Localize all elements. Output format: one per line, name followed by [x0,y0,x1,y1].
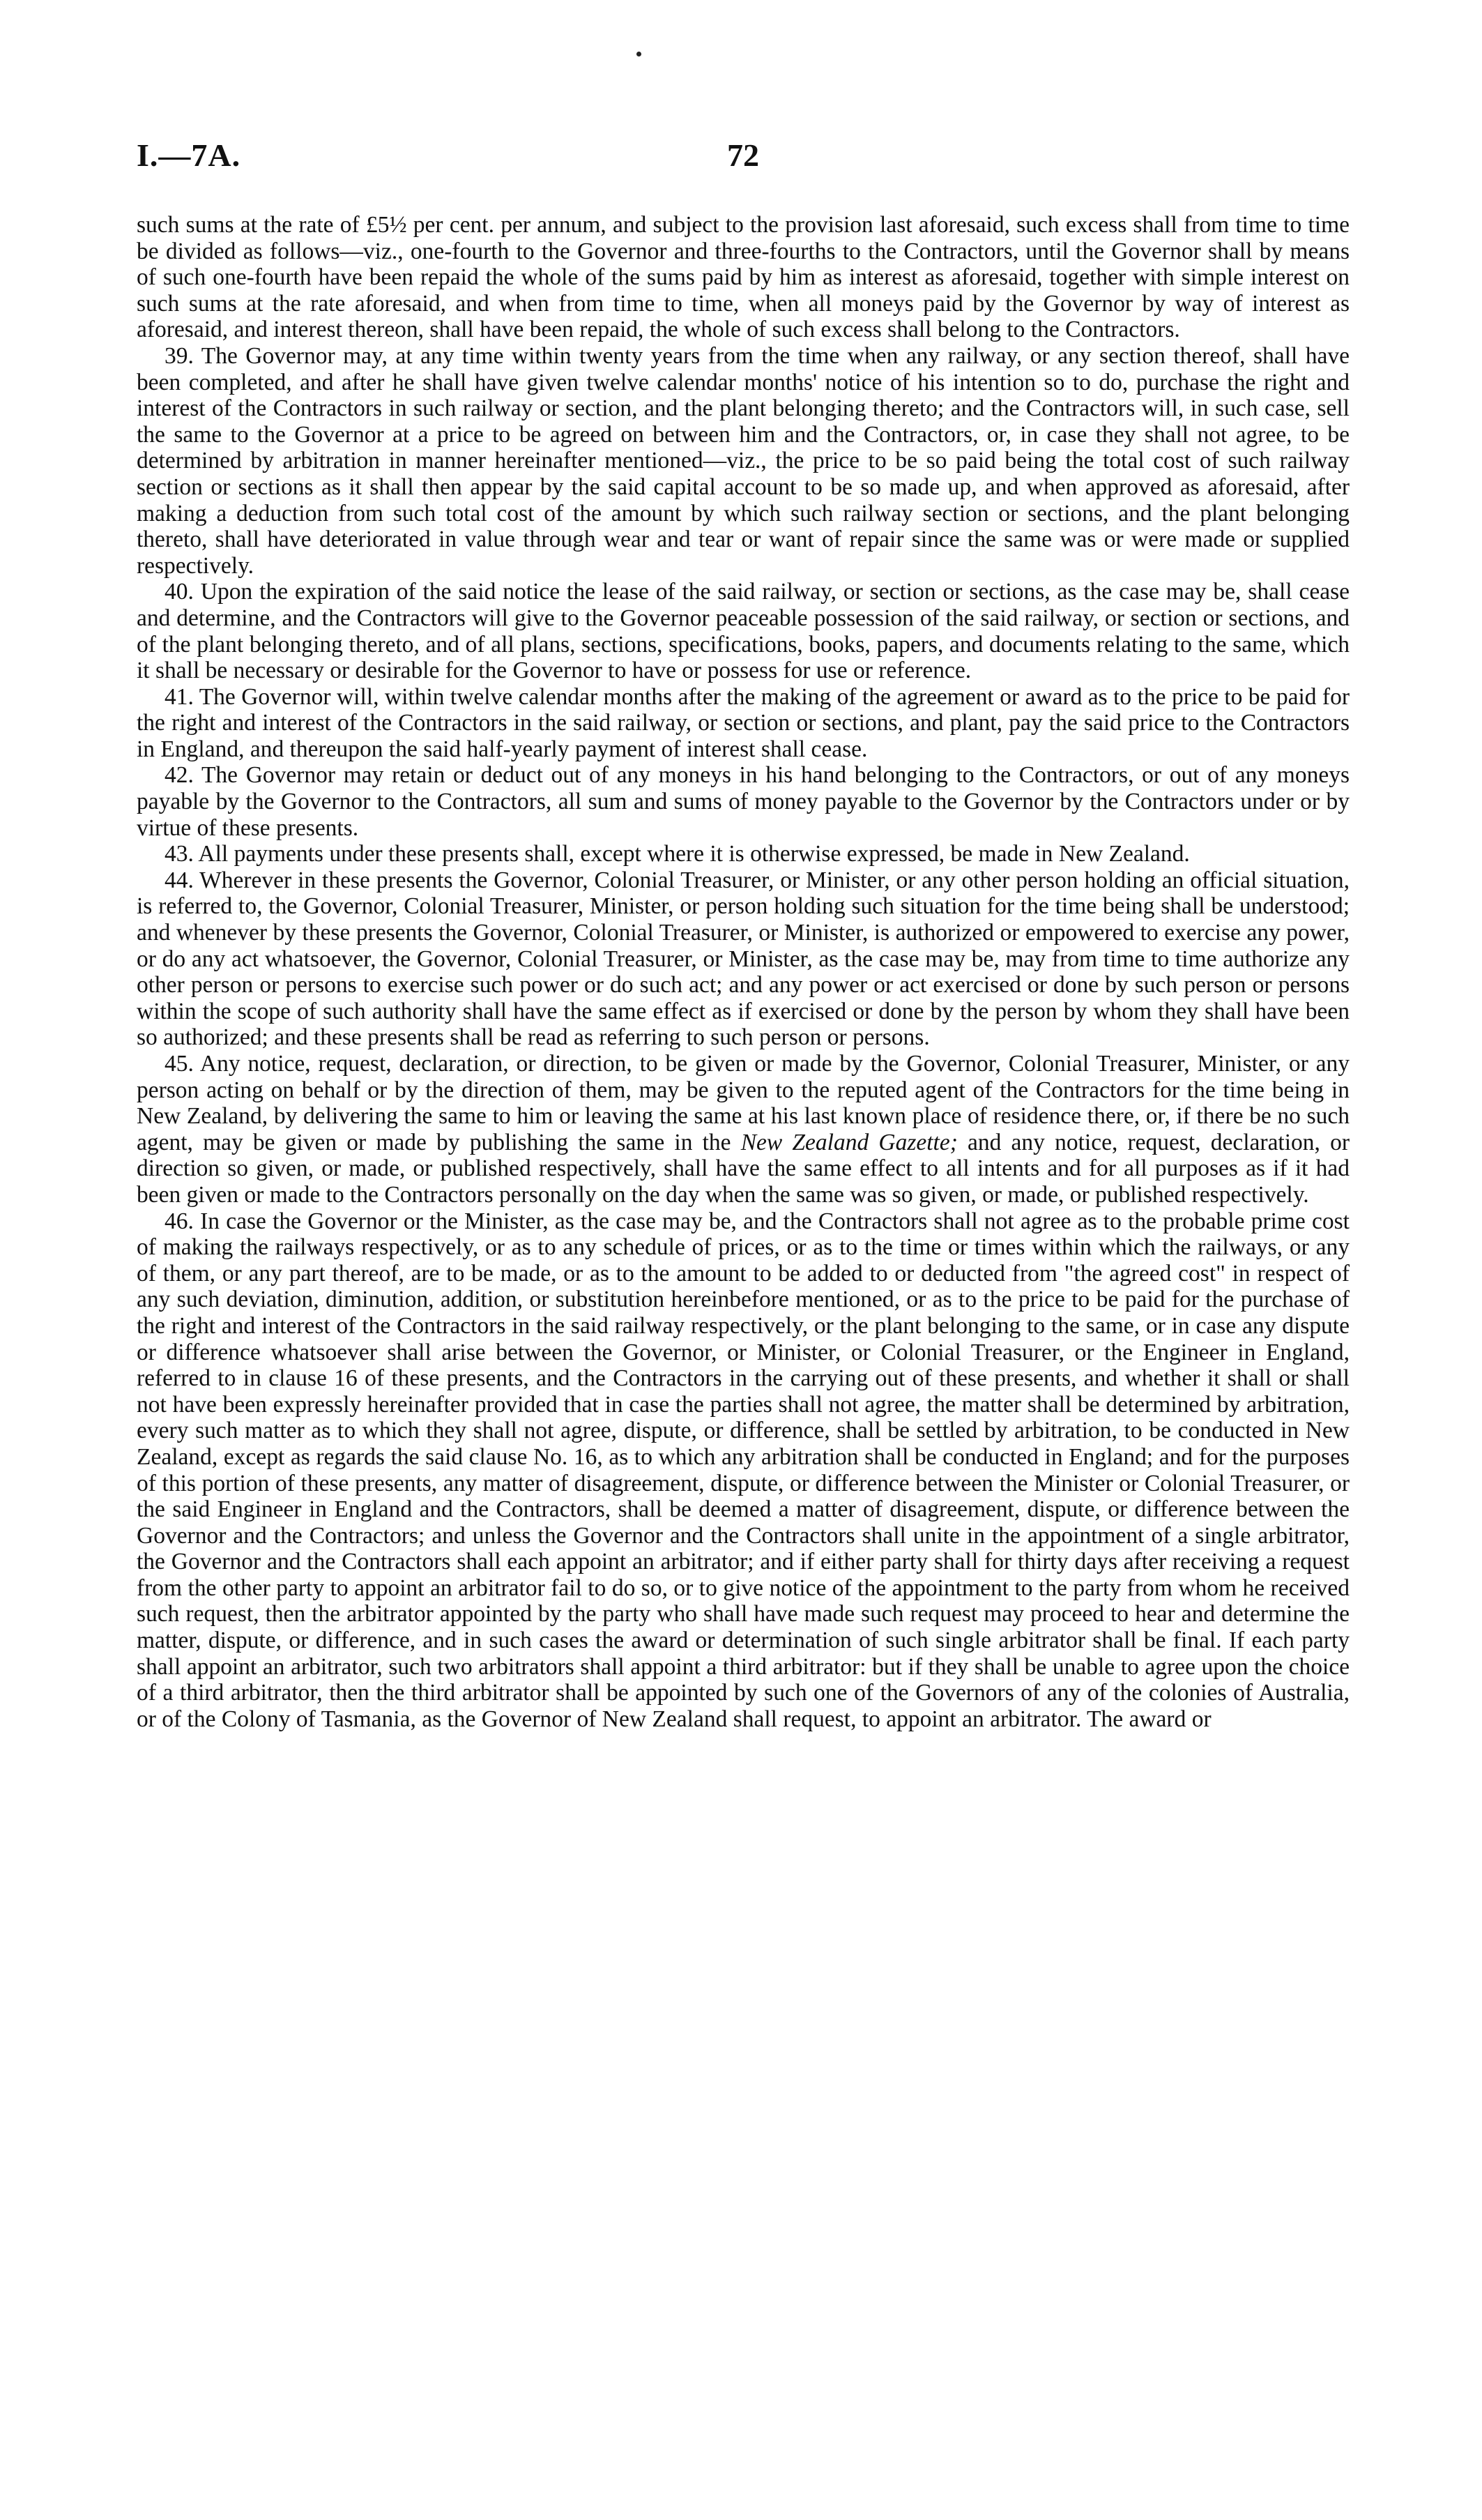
clause-44: 44. Wherever in these presents the Governor, Colonial Treasurer, or Minister, or any other person holding an official situation, is referred to, the Governor, Colonial Treasurer, Minister, or person holding such situation for the time being shall be understood; and whenever by these presents the Governor, Colonial Treasurer, or Minister, is authorized or empowered to exercise any power, or do any act whatsoever, the Governor, Colonial Treasurer, or Minister, as the case may be, may from time to time authorize any other person or persons to exercise such power or do such act; and any power or act exercised or done by such person or persons within the scope of such authority shall have the same effect as if exercised or done by the person by whom they shall have been so authorized; and these presents shall be read as referring to such person or persons. [137,867,1350,1051]
clause-45-text-after: and any notice, request, declaration, or direction so given, or made, or published respectively, shall have the same effect to all intents and for all purposes as if it had been given or made to the Contractors personally on the day when the same was so given, or made, or published respectively. [137,1129,1350,1208]
gazette-title: New Zealand Gazette; [740,1129,958,1155]
clause-45 [137,1051,1350,1208]
clause-45-text-before: 45. Any notice, request, declaration, or direction, to be given or made by the Governor, Colonial Treasurer, Minister, or any person acting on behalf or by the direction of them, may be given to the reputed agent of the Contractors for the time being in New Zealand, by delivering the same to him or leaving the same at his last known place of residence there, or, if there be no such agent, may be given or made by publishing the same in the [137,1051,1350,1155]
page-body [137,212,1350,1732]
clause-41: 41. The Governor will, within twelve calendar months after the making of the agreement or award as to the price to be paid for the right and interest of the Contractors in the said railway, or section or sections, and plant, pay the said price to the Contractors in England, and thereupon the said half-yearly payment of interest shall cease. [137,683,1350,762]
clause-46: 46. In case the Governor or the Minister, as the case may be, and the Contractors shall not agree as to the probable prime cost of making the railways respectively, or as to any schedule of prices, or as to the time or times within which the railways, or any of them, or any part thereof, are to be made, or as to the amount to be added to or deducted from "the agreed cost" in respect of any such deviation, diminution, addition, or substitution hereinbefore mentioned, or as to the price to be paid for the purchase of the right and interest of the Contractors in the said railway respectively, or the plant belonging to the same, or in case any dispute or difference whatsoever shall arise between the Governor, or Minister, or Colonial Treasurer, or the Engineer in England, referred to in clause 16 of these presents, and the Contractors in the carrying out of these presents, and whether it shall or shall not have been expressly hereinafter provided that in case the parties shall not agree, the matter shall be determined by arbitration, every such matter as to which they shall not agree, dispute, or difference, shall be settled by arbitration, to be conducted in New Zealand, except as regards the said clause No. 16, as to which any arbitration shall be conducted in England; and for the purposes of this portion of these presents, any matter of disagreement, dispute, or difference between the Minister or Colonial Treasurer, or the said Engineer in England and the Contractors, shall be deemed a matter of disagreement, dispute, or difference between the Governor and the Contractors; and unless the Governor and the Contractors shall unite in the appointment of a single arbitrator, the Governor and the Contractors shall each appoint an arbitrator; and if either party shall for thirty days after receiving a request from the other party to appoint an arbitrator fail to do so, or to give notice of the appointment to the party from whom he received such request, then the arbitrator appointed by the party who shall have made such request may proceed to hear and determine the matter, dispute, or difference, and in such cases the award or determination of such single arbitrator shall be final. If each party shall appoint an arbitrator, such two arbitrators shall appoint a third arbitrator: but if they shall be unable to agree upon the choice of a third arbitrator, then the third arbitrator shall be appointed by such one of the Governors of any of the colonies of Australia, or of the Colony of Tasmania, as the Governor of New Zealand shall request, to appoint an arbitrator. The award or [137,1208,1350,1732]
clause-39: 39. The Governor may, at any time within twenty years from the time when any railway, or any section thereof, shall have been completed, and after he shall have given twelve calendar months' notice of his intention so to do, purchase the right and interest of the Contractors in such railway or section, and the plant belonging thereto; and the Contractors will, in such case, sell the same to the Governor at a price to be agreed on between him and the Contractors, or, in case they shall not agree, to be determined by arbitration in manner hereinafter mentioned—viz., the price to be so paid being the total cost of such railway section or sections as it shall then appear by the said capital account to be so made up, and when approved as aforesaid, after making a deduction from such total cost of the amount by which such railway section or sections, and the plant belonging thereto, shall have deteriorated in value through wear and tear or want of repair since the same was or were made or supplied respectively. [137,342,1350,579]
document-reference: I.—7A. [137,137,241,173]
paragraph-continuation: such sums at the rate of £5½ per cent. per annum, and subject to the provision last aforesaid, such excess shall from time to time be divided as follows—viz., one-fourth to the Governor and three-fourths to the Contractors, until the Governor shall by means of such one-fourth have been repaid the whole of the sums paid by him as interest as aforesaid, together with simple interest on such sums at the rate aforesaid, and when from time to time, when all moneys paid by the Governor by way of interest as aforesaid, and interest thereon, shall have been repaid, the whole of such excess shall belong to the Contractors. [137,212,1350,343]
page-number: 72 [727,137,759,173]
clause-40: 40. Upon the expiration of the said notice the lease of the said railway, or section or sections, as the case may be, shall cease and determine, and the Contractors will give to the Governor peaceable possession of the said railway, or section or sections, and of the plant belonging thereto, and of all plans, sections, specifications, books, papers, and documents relating to the same, which it shall be necessary or desirable for the Governor to have or possess for use or reference. [137,579,1350,684]
print-speck [636,52,641,56]
clause-43: 43. All payments under these presents shall, except where it is otherwise expressed, be made in New Zealand. [165,841,1190,867]
clause-42: 42. The Governor may retain or deduct out of any moneys in his hand belonging to the Contractors, or out of any moneys payable by the Governor to the Contractors, all sum and sums of money payable to the Governor by the Contractors under or by virtue of these presents. [137,762,1350,841]
page-header [137,137,1350,185]
